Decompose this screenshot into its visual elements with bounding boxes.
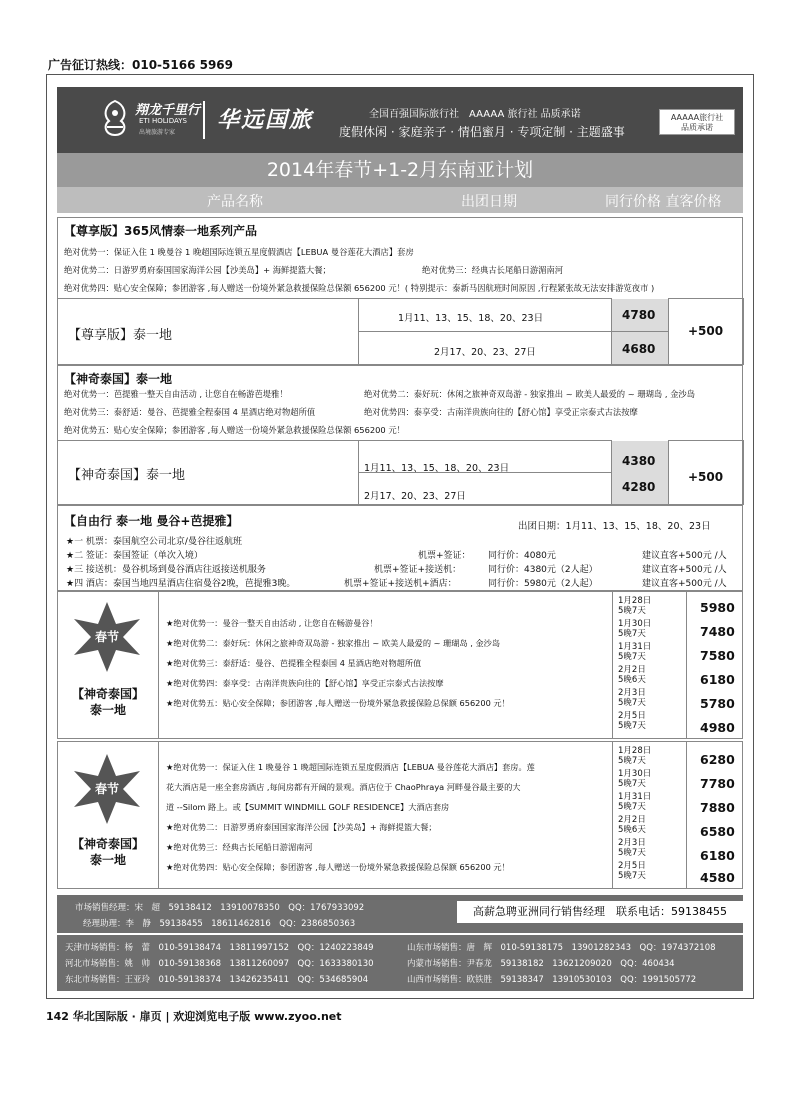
advantage-line: 绝对优势四：贴心安全保障；参团游客 ,每人赠送一份境外紧急救援保险总保额 656200 元！( 特别提示：泰新马因航班时间原因 ,行程紧张故无法安排游览夜市 ) <box>64 283 655 293</box>
advantage-line: ★绝对优势一：曼谷一整天自由活动 , 让您自在畅游曼谷！ <box>166 618 378 628</box>
brand-name: 华远国旅 <box>217 108 314 133</box>
free-row-a: ★一 机票：泰国航空公司北京/曼谷往返航班 <box>66 537 242 547</box>
advantage-line: 绝对优势三：泰舒适：曼谷、芭提雅全程泰国 4 星酒店绝对物超所值 <box>64 407 316 417</box>
package-price: 6180 <box>700 672 735 687</box>
date-cell: 2月5日 5晚7天 <box>618 861 646 881</box>
package-label: 【神奇泰国】 泰一地 <box>71 687 144 717</box>
departure-dates: 2月17、20、23、27日 <box>364 491 466 502</box>
page-title: 2014年春节+1-2月东南亚计划 <box>57 153 743 187</box>
date-cell: 2月5日 5晚7天 <box>618 711 646 731</box>
regional-contact: 山东市场销售：唐 辉 010-59138175 13901282343 QQ：1974372108 <box>407 943 716 953</box>
package-price: 6280 <box>700 752 735 767</box>
package-price: 5780 <box>700 696 735 711</box>
package-price: 4580 <box>700 870 735 885</box>
manager-contact: 市场销售经理：宋 超 59138412 13910078350 QQ：1767933092 <box>75 903 365 913</box>
date-cell: 1月31日 5晚7天 <box>618 792 652 812</box>
trade-price: 4680 <box>622 342 656 356</box>
advantage-line: ★绝对优势三：经典古长尾船日游湄南河 <box>166 842 313 852</box>
free-row-c: 同行价：4380元（2人起） <box>488 565 598 575</box>
product-name: 【尊享版】泰一地 <box>68 328 173 343</box>
star-label: 春节 <box>94 630 119 644</box>
package-price: 7580 <box>700 648 735 663</box>
advantage-line: ★绝对优势一：保证入住 1 晚曼谷 1 晚超国际连锁五星度假酒店【LEBUA 曼谷莲花大酒店】套房。莲 <box>166 762 535 772</box>
advantage-line: ★绝对优势三：泰舒适：曼谷、芭提雅全程泰国 4 星酒店绝对物超所值 <box>166 658 422 668</box>
date-cell: 1月30日 5晚7天 <box>618 769 652 789</box>
section-spring-a <box>57 591 743 739</box>
date-cell: 2月2日 5晚6天 <box>618 665 646 685</box>
regional-contact: 内蒙市场销售：尹春龙 59138182 13621209020 QQ：460434 <box>407 959 675 969</box>
col-date: 出团日期 <box>461 194 517 210</box>
date-cell: 2月2日 5晚6天 <box>618 815 646 835</box>
star-label: 春节 <box>94 782 119 796</box>
logo <box>97 97 207 143</box>
logo-sub: 出境旅游专家 <box>139 129 176 136</box>
date-cell: 2月3日 5晚7天 <box>618 688 646 708</box>
free-row-d: 建议直客+500元 /人 <box>642 551 727 561</box>
free-row-d: 建议直客+500元 /人 <box>642 579 727 589</box>
section-premium <box>57 217 743 365</box>
package-price: 7780 <box>700 776 735 791</box>
package-label: 【神奇泰国】 泰一地 <box>71 837 144 867</box>
free-row-b: 机票+签证： <box>418 551 471 561</box>
advantage-line: 绝对优势三：经典古长尾船日游湄南河 <box>422 265 564 275</box>
advantage-line: 绝对优势二：日游罗勇府泰国国家海洋公园【沙美岛】+ 海鲜提篮大餐； <box>64 265 331 275</box>
regional-contact: 东北市场销售：王亚玲 010-59138374 13426235411 QQ：534685904 <box>65 975 369 985</box>
col-product: 产品名称 <box>207 194 263 210</box>
page-frame <box>46 74 754 999</box>
package-price: 6580 <box>700 824 735 839</box>
trade-price: 4380 <box>622 454 656 468</box>
section-magic-thailand <box>57 365 743 505</box>
free-row-d: 建议直客+500元 /人 <box>642 565 727 575</box>
slogan-line1: 全国百强国际旅行社 AAAAA 旅行社 品质承诺 <box>369 109 581 120</box>
section-title: 【尊享版】365风情泰一地系列产品 <box>64 224 258 238</box>
page-footer: 142 华北国际版 · 扉页 | 欢迎浏览电子版 www.zyoo.net <box>46 1010 342 1023</box>
advantage-line: ★绝对优势二：泰好玩：休闲之旅神奇双岛游 - 独家推出 ~ 欧美人最爱的 ~ 珊瑚岛 , 金沙岛 <box>166 638 501 648</box>
section-spring-b <box>57 741 743 889</box>
date-cell: 2月3日 5晚7天 <box>618 838 646 858</box>
column-header <box>57 187 743 213</box>
slogan-line2: 度假休闲 · 家庭亲子 · 情侣蜜月 · 专项定制 · 主题盛事 <box>339 125 625 139</box>
logo-divider <box>203 101 205 139</box>
date-cell: 1月28日 5晚7天 <box>618 746 652 766</box>
advantage-line: 绝对优势五：贴心安全保障；参团游客 ,每人赠送一份境外紧急救援保险总保额 656200 元！ <box>64 425 405 435</box>
package-price: 7480 <box>700 624 735 639</box>
date-cell: 1月30日 5晚7天 <box>618 619 652 639</box>
logo-en: ETI HOLIDAYS <box>139 117 187 125</box>
advantage-line: 绝对优势四：泰享受：古南洋贵族向往的【舒心馆】享受正宗泰式古法按摩 <box>364 407 638 417</box>
free-row-b: 机票+签证+接送机+酒店： <box>344 579 457 589</box>
sales-manager-bar <box>57 895 743 933</box>
departure-dates: 2月17、20、23、27日 <box>434 347 536 358</box>
departure-dates: 出团日期：1月11、13、15、18、20、23日 <box>518 521 711 532</box>
free-row-b: 机票+签证+接送机： <box>374 565 462 575</box>
advantage-line: ★绝对优势二：日游罗勇府泰国国家海洋公园【沙美岛】+ 海鲜提篮大餐； <box>166 822 437 832</box>
advantage-line: ★绝对优势四：泰享受：古南洋贵族向往的【舒心馆】享受正宗泰式古法按摩 <box>166 678 444 688</box>
aaaaa-badge: AAAAA旅行社 品质承诺 <box>659 109 735 135</box>
free-row-c: 同行价：5980元（2人起） <box>488 579 598 589</box>
section-title: 【自由行 泰一地 曼谷+芭提雅】 <box>64 514 239 528</box>
regional-contact: 山西市场销售：欧铁胜 59138347 13910530103 QQ：1991505772 <box>407 975 697 985</box>
section-title: 【神奇泰国】泰一地 <box>64 372 173 386</box>
date-cell: 1月28日 5晚7天 <box>618 596 652 616</box>
advantage-line: 道 --Silom 路上。或【SUMMIT WINDMILL GOLF RESIDENCE】大酒店套房 <box>166 802 450 812</box>
free-row-a: ★三 接送机：曼谷机场到曼谷酒店往返接送机服务 <box>66 565 266 575</box>
regional-sales-bar <box>57 935 743 991</box>
regional-contact: 天津市场销售：杨 蕾 010-59138474 13811997152 QQ：1240223849 <box>65 943 374 953</box>
trade-price: 4780 <box>622 308 656 322</box>
departure-dates: 1月11、13、15、18、20、23日 <box>398 313 544 324</box>
regional-contact: 河北市场销售：姚 帅 010-59138368 13811260097 QQ：1633380130 <box>65 959 374 969</box>
section-free-travel <box>57 505 743 591</box>
advantage-line: 花大酒店是一座全套房酒店 ,每间房都有开阔的景观。酒店位于 ChaoPhraya 河畔曼谷最主要的大 <box>166 782 521 792</box>
product-name: 【神奇泰国】泰一地 <box>68 468 186 483</box>
col-price: 同行价格 直客价格 <box>605 194 722 210</box>
free-row-c: 同行价：4080元 <box>488 551 556 561</box>
free-row-a: ★四 酒店：泰国当地四星酒店住宿曼谷2晚，芭提雅3晚。 <box>66 579 296 589</box>
dragon-logo-icon <box>97 97 133 139</box>
recruit-notice: 高薪急聘亚洲同行销售经理 联系电话：59138455 <box>457 901 743 923</box>
ad-hotline: 广告征订热线：010-5166 5969 <box>48 58 234 72</box>
free-row-a: ★二 签证：泰国签证（单次入境） <box>66 551 203 561</box>
package-price: 6180 <box>700 848 735 863</box>
retail-extra: +500 <box>688 324 724 338</box>
package-price: 5980 <box>700 600 735 615</box>
header-band <box>57 87 743 153</box>
package-price: 7880 <box>700 800 735 815</box>
departure-dates: 1月11、13、15、18、20、23日 <box>364 463 510 474</box>
date-cell: 1月31日 5晚7天 <box>618 642 652 662</box>
assistant-contact: 经理助理：李 静 59138455 18611462816 QQ：2386850363 <box>83 919 356 929</box>
trade-price: 4280 <box>622 480 656 494</box>
advantage-line: ★绝对优势五：贴心安全保障；参团游客 ,每人赠送一份境外紧急救援保险总保额 656200 元！ <box>166 698 510 708</box>
logo-cn: 翔龙千里行 <box>135 103 201 118</box>
retail-extra: +500 <box>688 470 724 484</box>
advantage-line: 绝对优势一：保证入住 1 晚曼谷 1 晚超国际连锁五星度假酒店【LEBUA 曼谷莲花大酒店】套房 <box>64 247 414 257</box>
advantage-line: 绝对优势一：芭提雅一整天自由活动 , 让您自在畅游芭堤雅！ <box>64 389 288 399</box>
package-price: 4980 <box>700 720 735 735</box>
advantage-line: ★绝对优势四：贴心安全保障；参团游客 ,每人赠送一份境外紧急救援保险总保额 656200 元！ <box>166 862 510 872</box>
advantage-line: 绝对优势二：泰好玩：休闲之旅神奇双岛游 - 独家推出 ~ 欧美人最爱的 ~ 珊瑚岛 , 金沙岛 <box>364 389 696 399</box>
